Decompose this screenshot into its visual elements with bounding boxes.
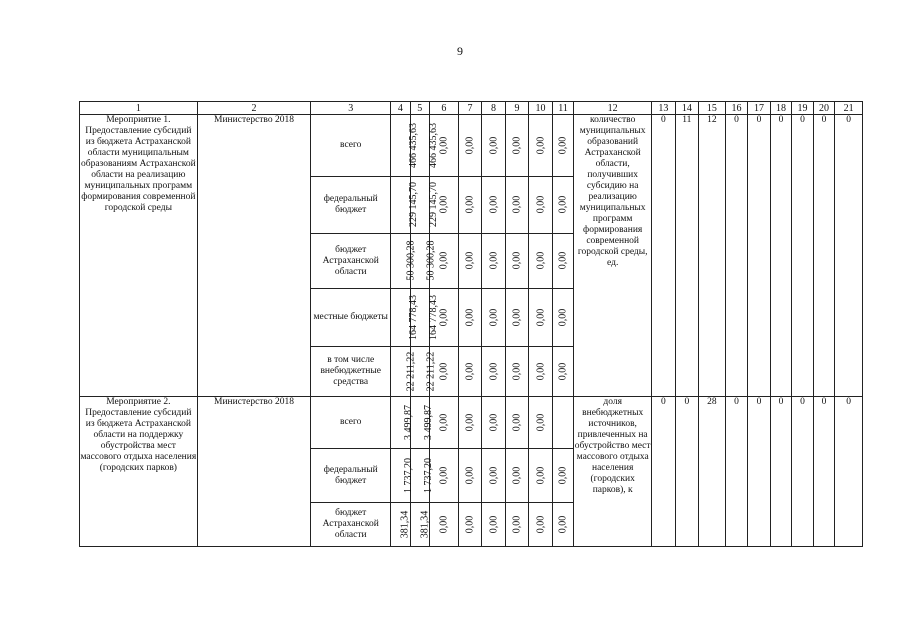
funding-source: федеральный бюджет — [311, 177, 391, 234]
amount-cell: 0,00 — [552, 347, 573, 397]
amount-cell: 0,00 — [529, 503, 553, 547]
column-header: 6 — [430, 102, 459, 115]
indicator-value: 0 — [792, 397, 813, 547]
indicator-value: 0 — [652, 115, 676, 397]
amount-cell: 0,00 — [505, 397, 529, 449]
funding-source: федеральный бюджет — [311, 449, 391, 503]
amount-cell: 0,00 — [552, 234, 573, 289]
funding-source: местные бюджеты — [311, 289, 391, 347]
amount-cell: 0,00 — [505, 234, 529, 289]
amount-cell: 0,00 — [529, 234, 553, 289]
column-header: 12 — [574, 102, 652, 115]
amount-cell: 0,00 — [458, 115, 482, 177]
column-header: 17 — [748, 102, 771, 115]
column-header: 7 — [458, 102, 482, 115]
amount-cell: 0,00 — [430, 234, 459, 289]
indicator-value: 12 — [699, 115, 726, 397]
indicator-text: доля внебюджетных источников, привлеченных на обустройство мест массового отдыха населения (городских парков), к — [574, 397, 652, 547]
amount-cell: 1 737,20 — [391, 449, 410, 503]
column-header: 20 — [813, 102, 834, 115]
amount-cell: 0,00 — [482, 449, 506, 503]
funding-source: всего — [311, 397, 391, 449]
amount-cell: 0,00 — [458, 177, 482, 234]
indicator-value: 0 — [748, 115, 771, 397]
amount-cell: 22 211,22 — [410, 347, 429, 397]
funding-source: в том числе внебюджетные средства — [311, 347, 391, 397]
page-number: 9 — [457, 44, 463, 58]
indicator-value: 0 — [770, 115, 791, 397]
column-header: 5 — [410, 102, 429, 115]
column-header: 1 — [80, 102, 198, 115]
amount-cell: 0,00 — [552, 289, 573, 347]
amount-cell: 0,00 — [552, 449, 573, 503]
amount-cell: 0,00 — [482, 177, 506, 234]
indicator-value: 0 — [792, 115, 813, 397]
amount-cell: 0,00 — [529, 115, 553, 177]
column-header: 3 — [311, 102, 391, 115]
amount-cell: 229 145,70 — [410, 177, 429, 234]
amount-cell: 0,00 — [458, 234, 482, 289]
amount-cell: 0,00 — [505, 449, 529, 503]
column-header: 9 — [505, 102, 529, 115]
indicator-value: 0 — [725, 397, 748, 547]
column-header: 18 — [770, 102, 791, 115]
amount-cell: 381,34 — [391, 503, 410, 547]
table-row — [80, 397, 863, 449]
activity-title: Мероприятие 1. Предоставление субсидий из бюджета Астраханской области муниципальным образованиям Астраханской области на реализацию муниципальных программ формирования современной городской среды — [80, 115, 198, 397]
amount-cell: 50 300,28 — [410, 234, 429, 289]
amount-cell: 22 211,22 — [391, 347, 410, 397]
activity-title: Мероприятие 2. Предоставление субсидий из бюджета Астраханской области на поддержку обустройства мест массового отдыха населения (городских парков) — [80, 397, 198, 547]
amount-cell: 0,00 — [482, 397, 506, 449]
amount-cell: 0,00 — [552, 503, 573, 547]
indicator-value: 0 — [835, 115, 863, 397]
funding-source: всего — [311, 115, 391, 177]
amount-cell: 0,00 — [505, 115, 529, 177]
column-header: 8 — [482, 102, 506, 115]
amount-cell: 0,00 — [430, 289, 459, 347]
table-header-row — [80, 102, 863, 115]
amount-cell: 466 435,63 — [410, 115, 429, 177]
amount-cell: 1 737,20 — [410, 449, 429, 503]
amount-cell: 0,00 — [505, 503, 529, 547]
column-header: 14 — [675, 102, 699, 115]
amount-cell: 0,00 — [529, 397, 553, 449]
amount-cell: 0,00 — [458, 503, 482, 547]
indicator-value: 0 — [652, 397, 676, 547]
amount-cell: 0,00 — [505, 347, 529, 397]
column-header: 11 — [552, 102, 573, 115]
activity-executor: Министерство 2018 — [197, 397, 311, 547]
amount-cell: 0,00 — [430, 115, 459, 177]
amount-cell: 3 499,87 — [391, 397, 410, 449]
amount-cell: 229 145,70 — [391, 177, 410, 234]
column-header: 16 — [725, 102, 748, 115]
activity-executor: Министерство 2018 — [197, 115, 311, 397]
indicator-value: 0 — [725, 115, 748, 397]
amount-cell: 0,00 — [529, 177, 553, 234]
column-header: 19 — [792, 102, 813, 115]
amount-cell: 0,00 — [529, 449, 553, 503]
indicator-value: 0 — [835, 397, 863, 547]
indicator-text: количество муниципальных образований Астраханской области, получивших субсидию на реализацию муниципальных программ формирования современной городской среды, ед. — [574, 115, 652, 397]
column-header: 10 — [529, 102, 553, 115]
indicator-value: 11 — [675, 115, 699, 397]
amount-cell: 3 499,87 — [410, 397, 429, 449]
amount-cell: 0,00 — [458, 449, 482, 503]
column-header: 13 — [652, 102, 676, 115]
amount-cell: 0,00 — [430, 397, 459, 449]
amount-cell: 0,00 — [482, 347, 506, 397]
column-header: 21 — [835, 102, 863, 115]
amount-cell: 0,00 — [482, 289, 506, 347]
amount-cell: 0,00 — [505, 177, 529, 234]
amount-cell: 0,00 — [458, 347, 482, 397]
amount-cell: 50 300,28 — [391, 234, 410, 289]
indicator-value: 0 — [813, 397, 834, 547]
amount-cell: 0,00 — [529, 289, 553, 347]
column-header: 15 — [699, 102, 726, 115]
amount-cell: 164 778,43 — [410, 289, 429, 347]
amount-cell: 0,00 — [482, 503, 506, 547]
indicator-value: 0 — [813, 115, 834, 397]
amount-cell: 0,00 — [529, 347, 553, 397]
indicator-value: 0 — [770, 397, 791, 547]
column-header: 2 — [197, 102, 311, 115]
amount-cell: 0,00 — [430, 503, 459, 547]
program-activities-table — [79, 101, 863, 547]
column-header: 4 — [391, 102, 410, 115]
amount-cell: 0,00 — [458, 289, 482, 347]
indicator-value: 0 — [748, 397, 771, 547]
indicator-value: 0 — [675, 397, 699, 547]
amount-cell: 0,00 — [430, 449, 459, 503]
amount-cell: 381,34 — [410, 503, 429, 547]
amount-cell: 0,00 — [482, 234, 506, 289]
amount-cell: 164 778,43 — [391, 289, 410, 347]
amount-cell: 0,00 — [505, 289, 529, 347]
amount-cell: 466 435,63 — [391, 115, 410, 177]
amount-cell: 0,00 — [482, 115, 506, 177]
amount-cell — [552, 397, 573, 449]
funding-source: бюджет Астраханской области — [311, 503, 391, 547]
amount-cell: 0,00 — [552, 115, 573, 177]
amount-cell: 0,00 — [430, 177, 459, 234]
table-row — [80, 115, 863, 177]
amount-cell: 0,00 — [552, 177, 573, 234]
funding-source: бюджет Астраханской области — [311, 234, 391, 289]
amount-cell: 0,00 — [458, 397, 482, 449]
amount-cell: 0,00 — [430, 347, 459, 397]
indicator-value: 28 — [699, 397, 726, 547]
